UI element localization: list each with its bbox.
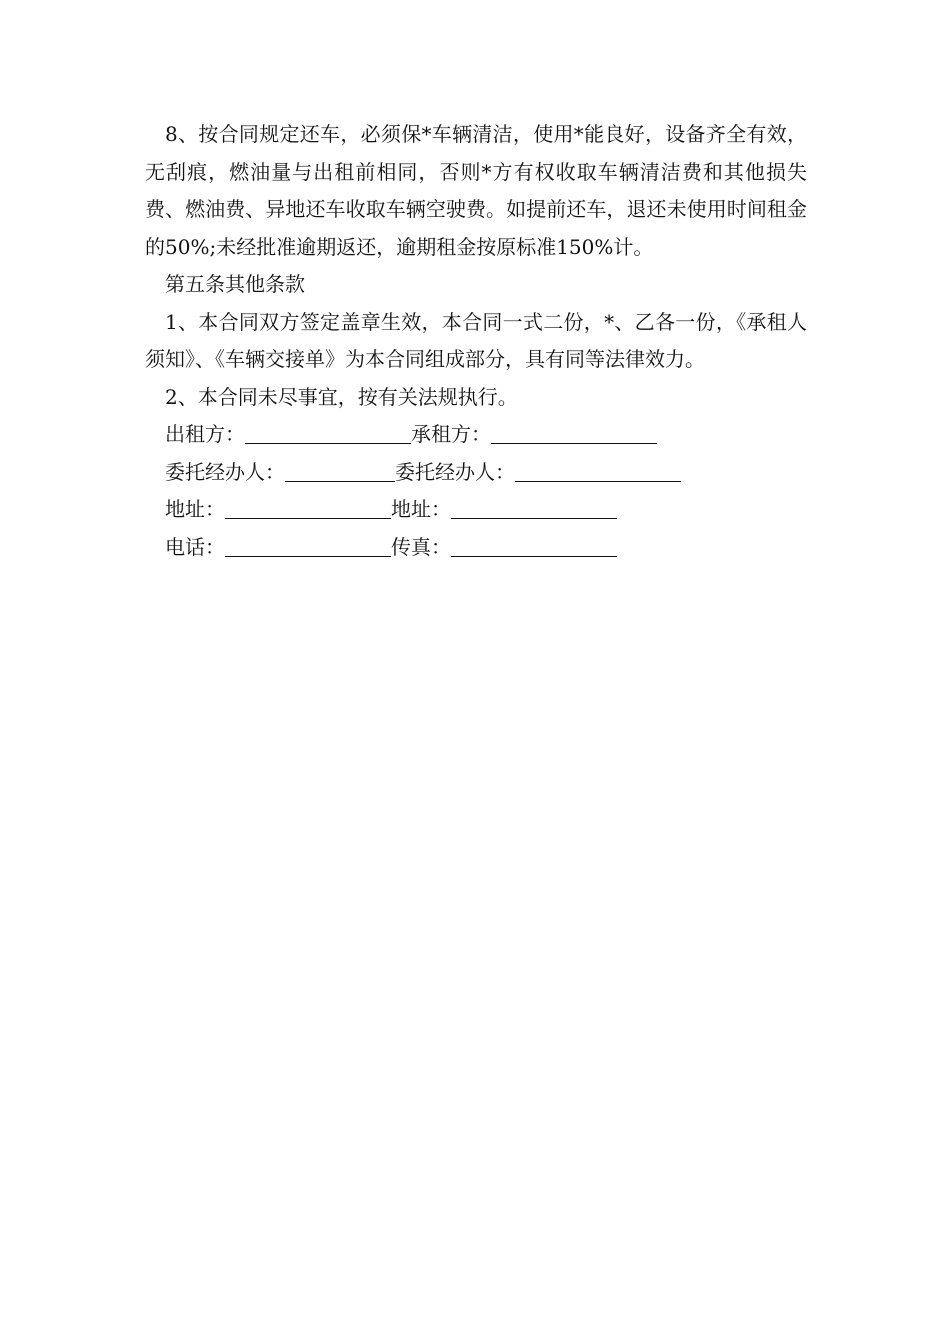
agent-right-blank[interactable] (515, 459, 681, 482)
signature-row-lessor-lessee (145, 416, 807, 454)
address-right-label: 地址： (391, 497, 451, 521)
signature-row-agents (145, 454, 807, 492)
clause-8-paragraph: 8、按合同规定还车，必须保*车辆清洁，使用*能良好，设备齐全有效，无刮痕，燃油量与出租前相同，否则*方有权收取车辆清洁费和其他损失费、燃油费、异地还车收取车辆空驶费。如提前还车，退还未使用时间租金的50%;未经批准逾期返还，逾期租金按原标准150%计。 (145, 122, 807, 259)
signature-row-phone-fax (145, 529, 807, 567)
address-left-blank[interactable] (225, 496, 391, 519)
article-5-item-1: 1、本合同双方签定盖章生效，本合同一式二份，*、乙各一份，《承租人须知》、《车辆交接单》为本合同组成部分，具有同等法律效力。 (145, 309, 807, 371)
address-left-label: 地址： (165, 497, 225, 521)
article-5-item-2: 2、本合同未尽事宜，按有关法规执行。 (165, 384, 518, 409)
fax-blank[interactable] (451, 534, 617, 557)
signature-row-address (145, 491, 807, 529)
lessee-blank[interactable] (491, 421, 657, 444)
address-right-blank[interactable] (451, 496, 617, 519)
lessee-label: 承租方： (411, 422, 491, 446)
phone-label: 电话： (165, 534, 225, 559)
fax-label: 传真： (391, 534, 451, 559)
document-body (145, 116, 807, 566)
article-5-heading: 第五条其他条款 (165, 272, 305, 296)
lessor-blank[interactable] (245, 421, 411, 444)
agent-left-label: 委托经办人： (165, 459, 285, 484)
phone-blank[interactable] (225, 534, 391, 557)
lessor-label: 出租方： (165, 422, 245, 446)
agent-right-label: 委托经办人： (395, 459, 515, 484)
agent-left-blank[interactable] (285, 459, 395, 482)
